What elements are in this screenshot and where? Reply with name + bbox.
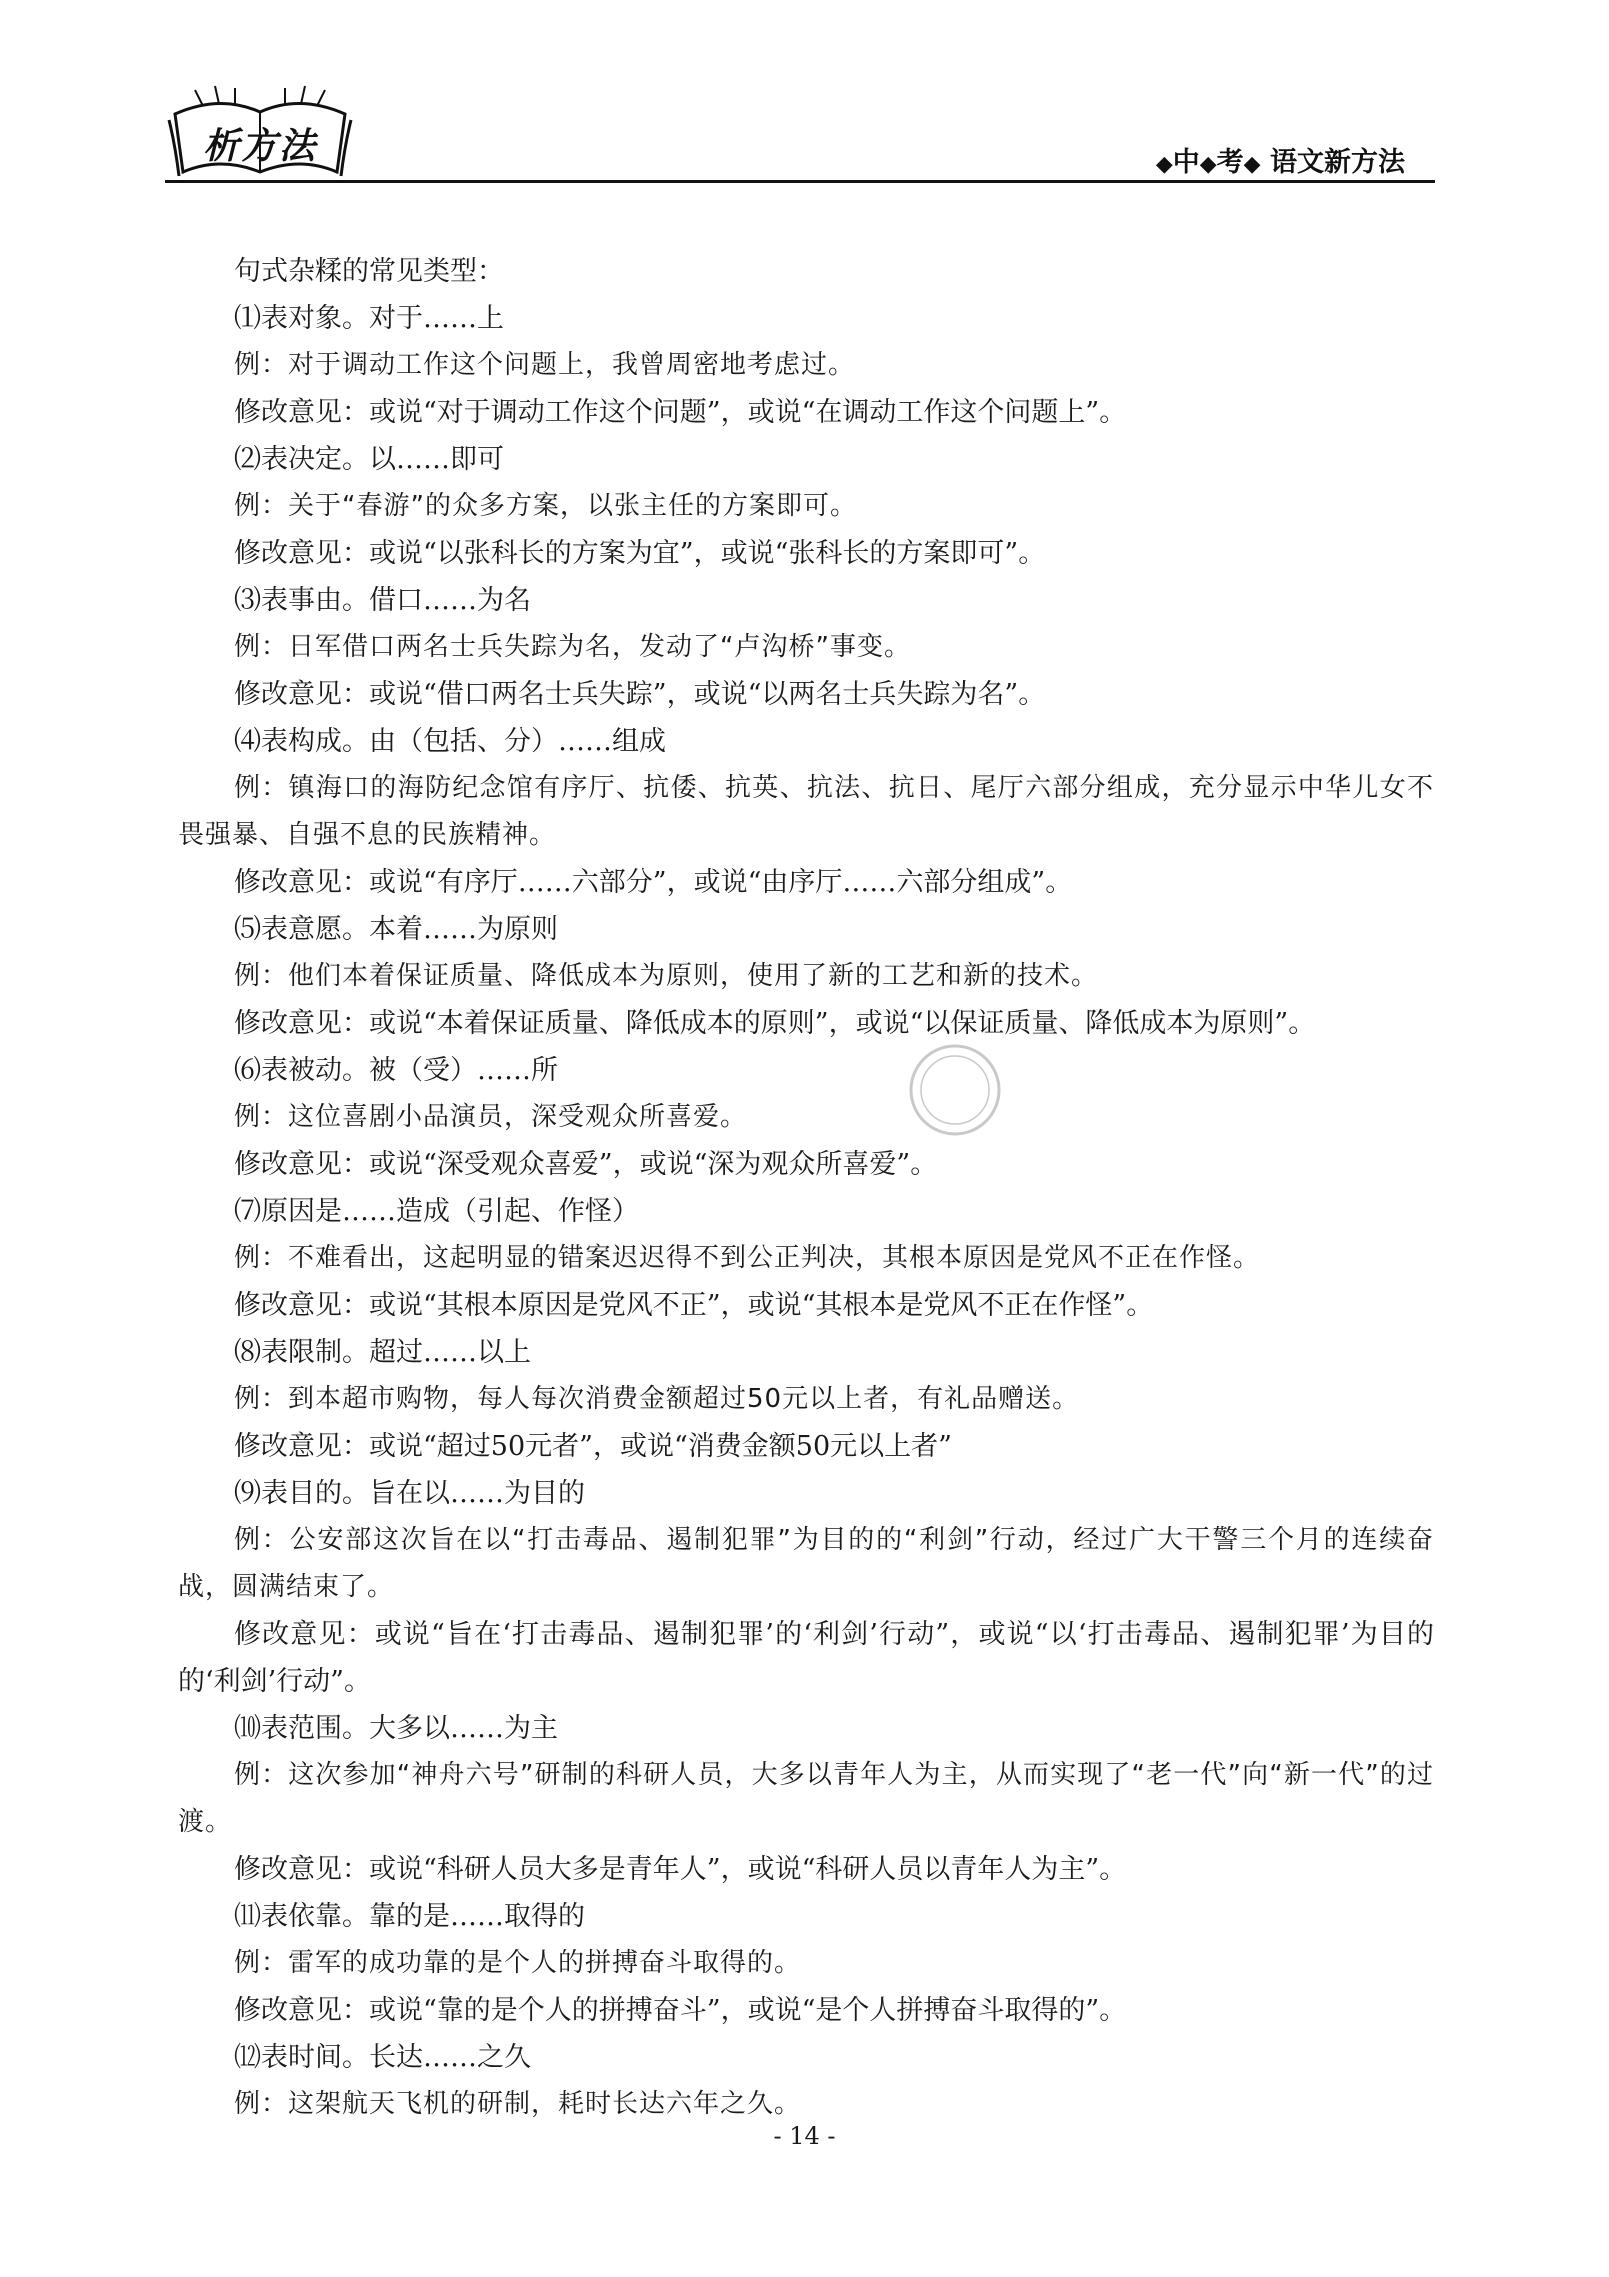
example-line: 例：不难看出，这起明显的错案迟迟得不到公正判决，其根本原因是党风不正在作怪。	[234, 1243, 1261, 1273]
revision-line: 修改意见：或说“旨在‘打击毒品、遏制犯罪’的‘利剑’行动”，或说“以‘打击毒品、遏制犯罪’为目的的‘利剑’行动”。	[178, 1619, 1434, 1697]
type-heading: ⑻表限制。超过……以上	[234, 1337, 531, 1368]
type-heading: ⑾表依靠。靠的是……取得的	[234, 1901, 585, 1932]
diamond-icon: ◆	[1155, 152, 1173, 177]
type-heading: ⑶表事由。借口……为名	[234, 585, 531, 616]
revision-line: 修改意见：或说“有序厅……六部分”，或说“由序厅……六部分组成”。	[234, 867, 1073, 898]
example-line: 例：关于“春游”的众多方案，以张主任的方案即可。	[234, 491, 857, 521]
revision-line: 修改意见：或说“靠的是个人的拼搏奋斗”，或说“是个人拼搏奋斗取得的”。	[234, 1995, 1127, 2026]
revision-line: 修改意见：或说“本着保证质量、降低成本的原则”，或说“以保证质量、降低成本为原则”。	[234, 1008, 1316, 1039]
revision-line: 修改意见：或说“超过50元者”，或说“消费金额50元以上者”	[234, 1431, 952, 1462]
type-heading: ⑸表意愿。本着……为原则	[234, 914, 558, 945]
logo-text: 析方法	[202, 126, 317, 167]
page-header	[165, 70, 1435, 190]
type-heading: ⑽表范围。大多以……为主	[234, 1713, 558, 1744]
text-line: 句式杂糅的常见类型：	[234, 256, 504, 287]
header-rule	[165, 180, 1435, 183]
example-line: 例：到本超市购物，每人每次消费金额超过50元以上者，有礼品赠送。	[234, 1384, 1080, 1414]
type-heading: ⑿表时间。长达……之久	[234, 2042, 531, 2073]
type-heading: ⑺原因是……造成（引起、作怪）	[234, 1196, 639, 1227]
book-logo	[165, 84, 355, 184]
type-heading: ⑷表构成。由（包括、分）……组成	[234, 726, 666, 757]
series-title: ◆中◆考◆ 语文新方法	[1155, 147, 1405, 178]
revision-line: 修改意见：或说“深受观众喜爱”，或说“深为观众所喜爱”。	[234, 1149, 938, 1180]
type-heading: ⑼表目的。旨在以……为目的	[234, 1478, 585, 1509]
example-line: 例：他们本着保证质量、降低成本为原则，使用了新的工艺和新的技术。	[234, 961, 1099, 991]
revision-line: 修改意见：或说“借口两名士兵失踪”，或说“以两名士兵失踪为名”。	[234, 679, 1046, 710]
document-body	[178, 248, 1434, 2128]
example-line: 例：公安部这次旨在以“打击毒品、遏制犯罪”为目的的“利剑”行动，经过广大干警三个月的连续奋战，圆满结束了。	[178, 1525, 1434, 1602]
example-line: 例：对于调动工作这个问题上，我曾周密地考虑过。	[234, 350, 856, 380]
example-line: 例：这架航天飞机的研制，耗时长达六年之久。	[234, 2089, 802, 2119]
page-number: - 14 -	[773, 2122, 836, 2150]
example-line: 例：这次参加“神舟六号”研制的科研人员，大多以青年人为主，从而实现了“老一代”向“新一代”的过渡。	[178, 1760, 1434, 1837]
example-line: 例：雷军的成功靠的是个人的拼搏奋斗取得的。	[234, 1948, 802, 1978]
revision-line: 修改意见：或说“对于调动工作这个问题”，或说“在调动工作这个问题上”。	[234, 397, 1127, 428]
type-heading: ⑹表被动。被（受）……所	[234, 1055, 558, 1086]
revision-line: 修改意见：或说“科研人员大多是青年人”，或说“科研人员以青年人为主”。	[234, 1854, 1127, 1885]
diamond-icon: ◆	[1199, 152, 1217, 177]
example-line: 例：这位喜剧小品演员，深受观众所喜爱。	[234, 1102, 748, 1132]
revision-line: 修改意见：或说“以张科长的方案为宜”，或说“张科长的方案即可”。	[234, 538, 1046, 569]
example-line: 例：镇海口的海防纪念馆有序厅、抗倭、抗英、抗法、抗日、尾厅六部分组成，充分显示中华儿女不畏强暴、自强不息的民族精神。	[178, 773, 1434, 850]
example-line: 例：日军借口两名士兵失踪为名，发动了“卢沟桥”事变。	[234, 632, 911, 662]
revision-line: 修改意见：或说“其根本原因是党风不正”，或说“其根本是党风不正在作怪”。	[234, 1290, 1154, 1321]
type-heading: ⑴表对象。对于……上	[234, 303, 504, 334]
diamond-icon: ◆	[1243, 152, 1261, 177]
type-heading: ⑵表决定。以……即可	[234, 444, 504, 475]
